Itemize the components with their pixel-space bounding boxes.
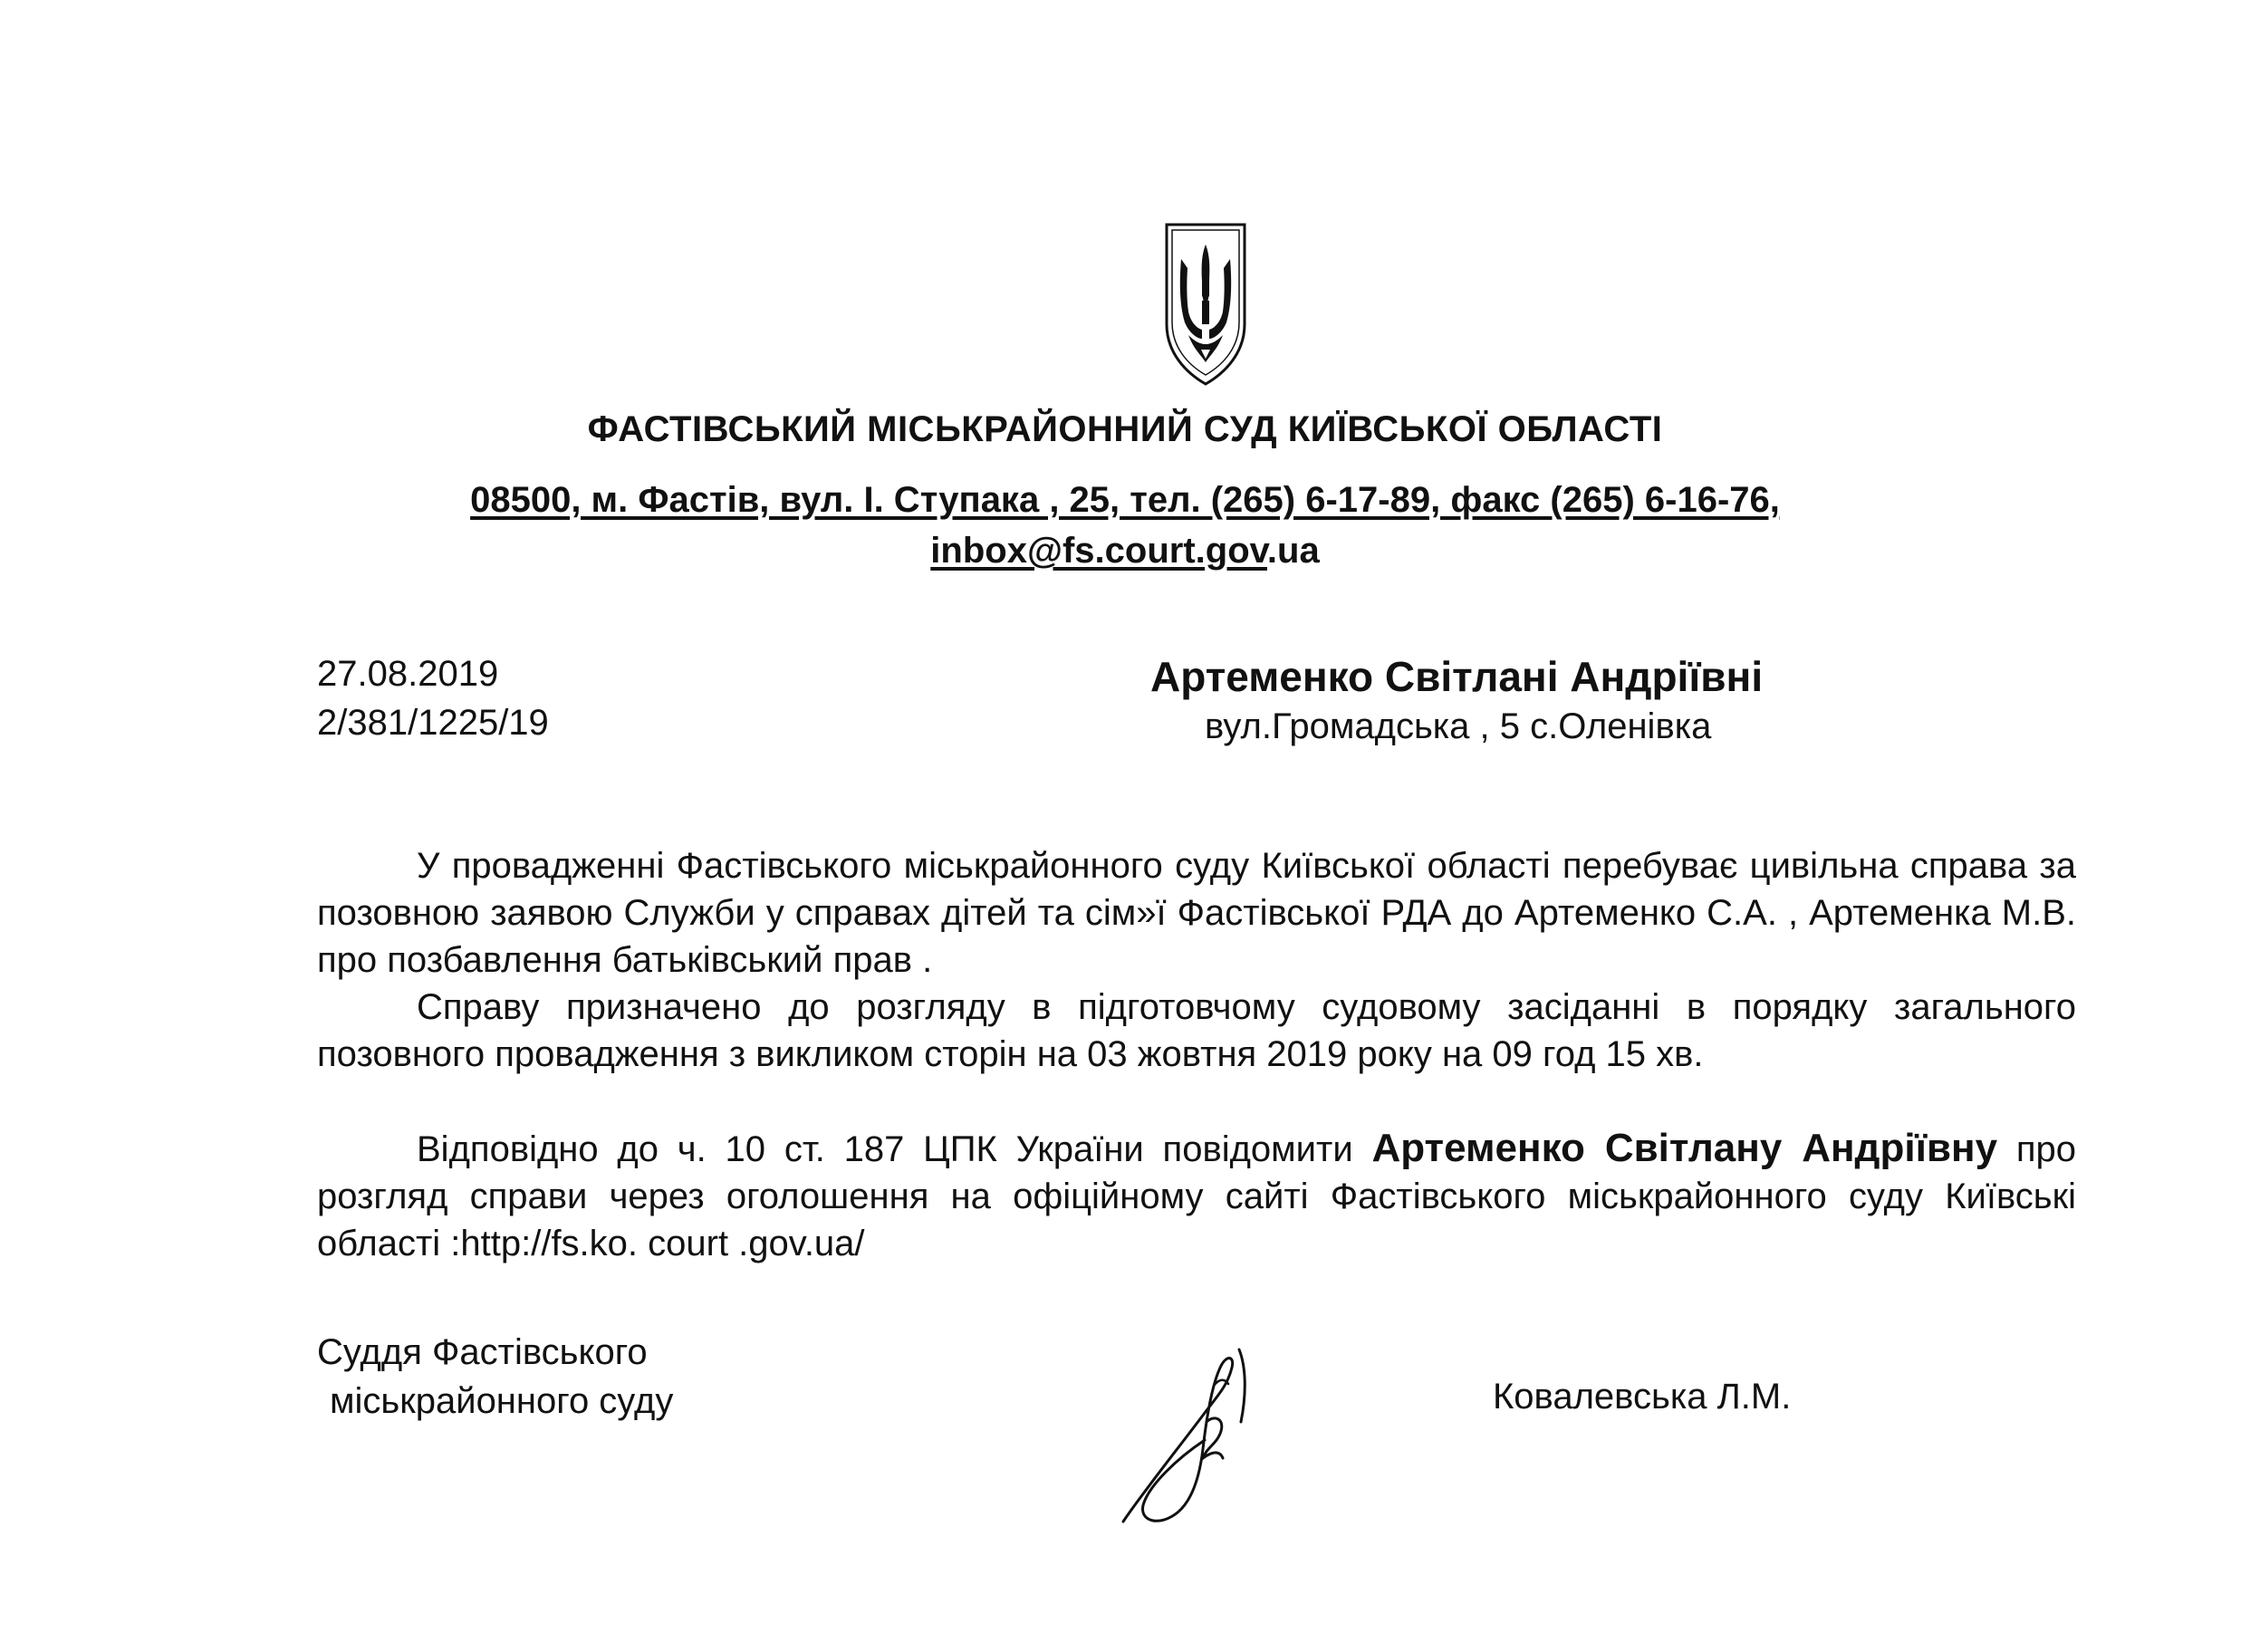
body-paragraph-3-bold-name: Артеменко Світлану Андріївну	[1371, 1126, 1998, 1170]
body-paragraph-1	[317, 842, 2076, 984]
court-address-line: 08500, м. Фастів, вул. І. Ступака , 25, тел. (265) 6-17-89, факс (265) 6-16-76,	[470, 480, 1780, 520]
handwritten-signature-icon	[1105, 1331, 1304, 1540]
judge-name: Ковалевська Л.М.	[1493, 1377, 1792, 1417]
court-email	[0, 531, 2250, 571]
trident-coat-of-arms-icon	[1159, 217, 1252, 389]
court-name: ФАСТІВСЬКИЙ МІСЬКРАЙОННИЙ СУД КИЇВСЬКОЇ ОБЛАСТІ	[587, 409, 1663, 449]
body-paragraph-2-text: Справу призначено до розгляду в підготовчому судовому засіданні в порядку загального позовного провадження з викликом сторін на 03 жовтня 2019 року на 09 год 15 хв.	[317, 987, 2076, 1074]
judge-title-line-1: Суддя Фастівського	[317, 1332, 648, 1372]
court-email-suffix: .ua	[1266, 531, 1320, 571]
case-number: 2/381/1225/19	[317, 703, 549, 743]
court-email-link[interactable]: inbox@fs.court.gov	[930, 531, 1267, 571]
body-paragraph-3	[317, 1125, 2076, 1267]
body-paragraph-1-text: У провадженні Фастівського міськрайонного суду Київської області перебуває цивільна справа за позовною заявою Служби у справах дітей та сім»ї Фастівської РДА до Артеменко С.А. , Артеменка М.В. про позбавлення батьківський прав .	[317, 846, 2076, 980]
judge-title-line-2: міськрайонного суду	[330, 1381, 674, 1421]
document-date: 27.08.2019	[317, 654, 499, 694]
body-paragraph-2	[317, 984, 2076, 1078]
addressee-name: Артеменко Світлані Андріївні	[1150, 653, 1764, 700]
body-paragraph-3-text-after: про розгляд справи через оголошення на офіційному сайті Фастівського міськрайонного суду Київські області :http://fs.ko. court .gov.ua/	[317, 1129, 2077, 1263]
addressee-address: вул.Громадська , 5 с.Оленівка	[1205, 706, 1712, 746]
court-address	[0, 480, 2250, 521]
body-paragraph-3-text-before: Відповідно до ч. 10 ст. 187 ЦПК України повідомити	[417, 1129, 1372, 1169]
judge-title	[317, 1328, 673, 1426]
